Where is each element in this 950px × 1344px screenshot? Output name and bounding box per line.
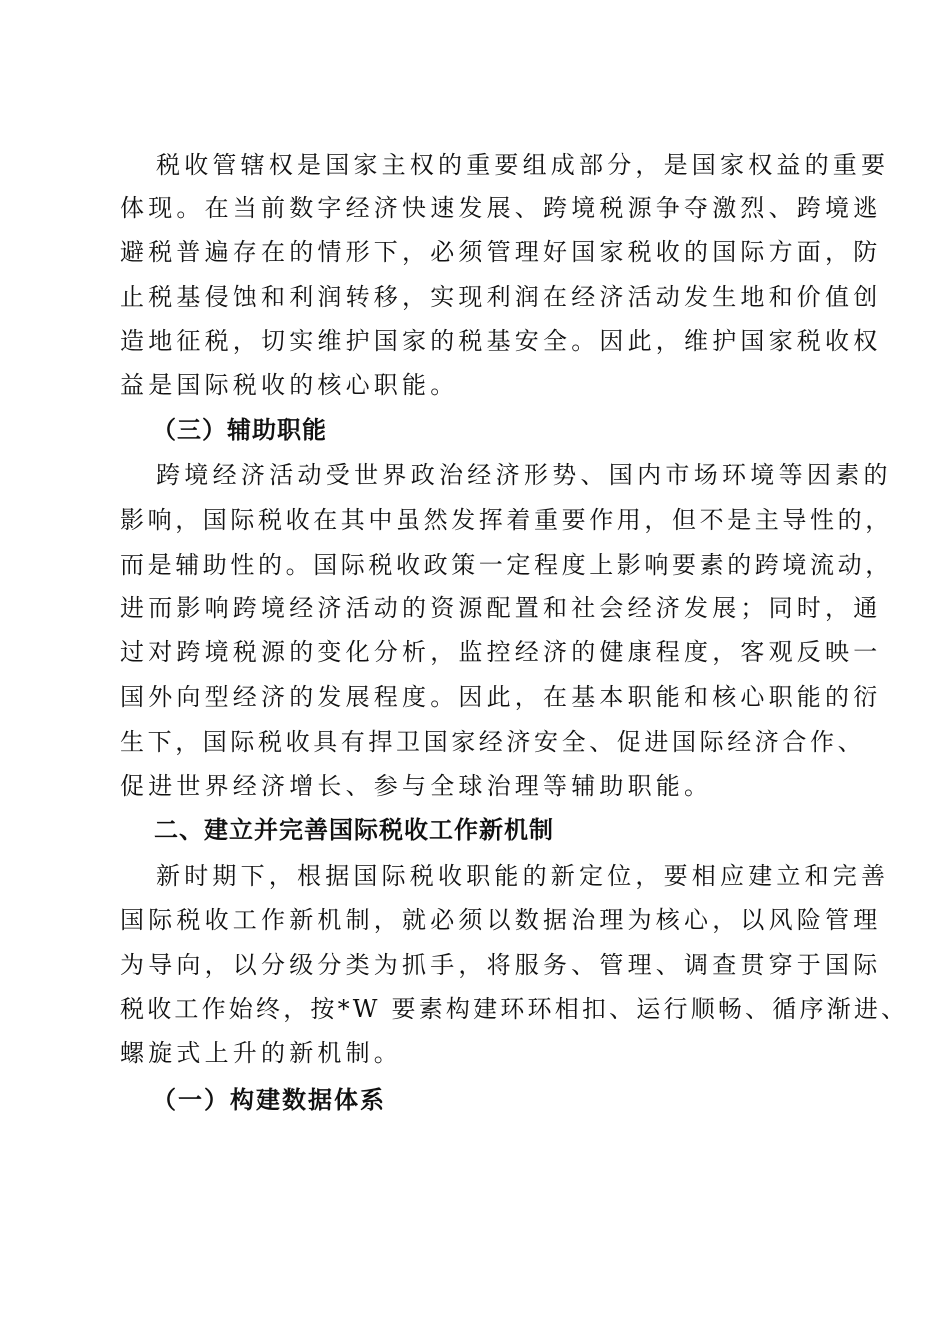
paragraph-2-line-6: 国外向型经济的发展程度。因此，在基本职能和核心职能的衍: [120, 683, 882, 711]
paragraph-2-line-1: 跨境经济活动受世界政治经济形势、国内市场环境等因素的: [156, 461, 892, 489]
paragraph-3-line-2: 国际税收工作新机制，就必须以数据治理为核心，以风险管理: [120, 906, 882, 934]
paragraph-2-line-8: 促进世界经济增长、参与全球治理等辅助职能。: [120, 772, 713, 800]
paragraph-2-line-5: 过对跨境税源的变化分析，监控经济的健康程度，客观反映一: [120, 638, 882, 666]
paragraph-1-line-1: 税收管辖权是国家主权的重要组成部分，是国家权益的重要: [156, 151, 890, 179]
paragraph-3-line-1: 新时期下，根据国际税收职能的新定位，要相应建立和完善: [156, 862, 890, 890]
subheading-3: （三）辅助职能: [152, 415, 327, 444]
paragraph-2-line-2: 影响，国际税收在其中虽然发挥着重要作用，但不是主导性的，: [120, 506, 893, 534]
paragraph-1-line-4: 止税基侵蚀和利润转移，实现利润在经济活动发生地和价值创: [120, 283, 882, 311]
paragraph-3-line-5: 螺旋式上升的新机制。: [120, 1039, 402, 1067]
paragraph-2-line-4: 进而影响跨境经济活动的资源配置和社会经济发展；同时，通: [120, 594, 882, 622]
paragraph-1-line-6: 益是国际税收的核心职能。: [120, 371, 459, 399]
paragraph-3-line-4: 税收工作始终，按*W 要素构建环环相扣、运行顺畅、循序渐进、: [120, 995, 909, 1023]
paragraph-2-line-3: 而是辅助性的。国际税收政策一定程度上影响要素的跨境流动，: [120, 551, 893, 579]
paragraph-2-line-7: 生下，国际税收具有捍卫国家经济安全、促进国际经济合作、: [120, 728, 866, 756]
section-heading-2: 二、建立并完善国际税收工作新机制: [154, 816, 554, 844]
paragraph-3-line-3: 为导向，以分级分类为抓手，将服务、管理、调查贯穿于国际: [120, 951, 882, 979]
paragraph-1-line-3: 避税普遍存在的情形下，必须管理好国家税收的国际方面，防: [120, 238, 882, 266]
paragraph-1-line-2: 体现。在当前数字经济快速发展、跨境税源争夺激烈、跨境逃: [120, 194, 882, 222]
paragraph-1-line-5: 造地征税，切实维护国家的税基安全。因此，维护国家税收权: [120, 327, 882, 355]
subheading-1: （一）构建数据体系: [152, 1085, 386, 1114]
